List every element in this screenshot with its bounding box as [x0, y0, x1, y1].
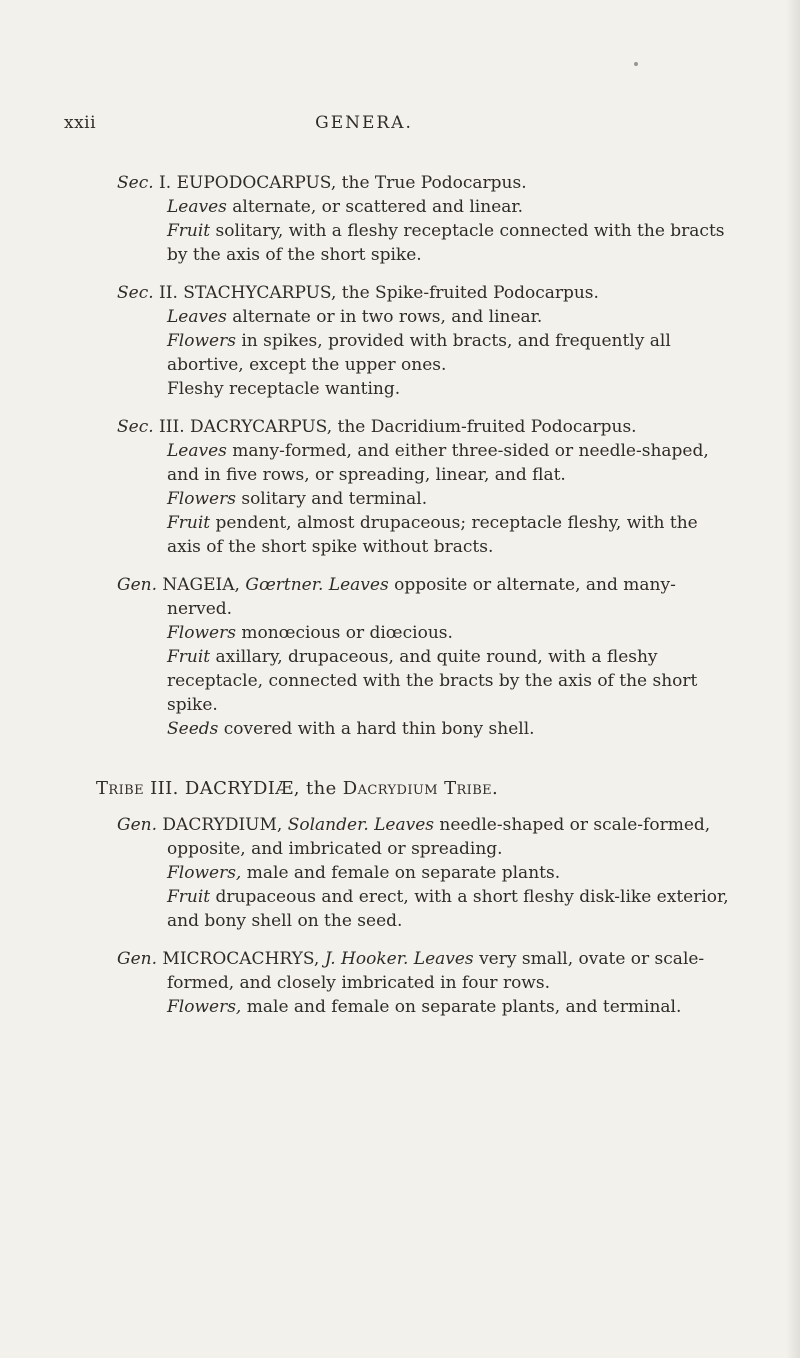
- entry-heading: [117, 415, 737, 439]
- entry-heading: [117, 281, 737, 305]
- line-text: axillary, drupaceous, and quite round, with a fleshy receptacle, connected with the bracts by the axis of the short spike.: [167, 647, 698, 715]
- text-body: [96, 171, 737, 1019]
- line-term: Leaves: [328, 575, 389, 595]
- line-text: in spikes, provided with bracts, and frequently all abortive, except the upper ones.: [167, 331, 671, 375]
- section-entry: [117, 415, 737, 559]
- entry-line: [117, 861, 737, 885]
- entry-label: Gen.: [117, 815, 157, 835]
- line-text: Fleshy receptacle wanting.: [167, 379, 401, 399]
- entry-label: Sec.: [117, 417, 154, 437]
- entry-heading: [117, 171, 737, 195]
- entry-label: Sec.: [117, 283, 154, 303]
- line-term: Fruit: [167, 221, 211, 241]
- entry-name: EUPODOCARPUS,: [176, 173, 337, 193]
- entry-heading: [117, 813, 737, 861]
- entry-line: [117, 305, 737, 329]
- entry-description: the True Podocarpus.: [341, 173, 527, 193]
- entry-line: [117, 487, 737, 511]
- line-text: male and female on separate plants, and terminal.: [246, 997, 682, 1017]
- entry-line: [117, 511, 737, 559]
- entry-line: [117, 329, 737, 377]
- entry-line: [117, 439, 737, 487]
- line-term: Fruit: [167, 887, 211, 907]
- entry-description: needle-shaped or scale-formed, opposite, and imbricated or spreading.: [167, 815, 711, 859]
- line-text: many-formed, and either three-sided or needle-shaped, and in five rows, or spreading, linear, and flat.: [167, 441, 709, 485]
- entry-name: DACRYCARPUS,: [190, 417, 333, 437]
- genus-entry: [117, 813, 737, 933]
- entry-line: [117, 377, 737, 401]
- line-term: Flowers,: [167, 997, 242, 1017]
- running-head: GENERA.: [315, 113, 413, 133]
- line-term: Fruit: [167, 647, 211, 667]
- genus-entry: [117, 573, 737, 741]
- section-entry: [117, 171, 737, 267]
- entry-name: MICROCACHRYS,: [162, 949, 320, 969]
- line-term: Leaves: [374, 815, 435, 835]
- line-term: Fruit: [167, 513, 211, 533]
- entry-number: I.: [159, 173, 172, 193]
- entry-line: [117, 885, 737, 933]
- line-term: Leaves: [167, 197, 227, 217]
- tribe-description: the: [305, 778, 337, 799]
- page-number: xxii: [64, 113, 97, 133]
- print-speck: [634, 62, 638, 66]
- entry-description: the Dacridium-fruited Podocarpus.: [337, 417, 637, 437]
- line-term: Leaves: [167, 441, 227, 461]
- line-term: Flowers: [167, 489, 236, 509]
- page-edge-shadow: [786, 0, 800, 1358]
- line-text: alternate, or scattered and linear.: [232, 197, 524, 217]
- entry-description: very small, ovate or scale-formed, and closely imbricated in four rows.: [167, 949, 705, 993]
- entry-number: II.: [159, 283, 178, 303]
- tribe-heading: [96, 777, 737, 801]
- entry-line: [117, 717, 737, 741]
- entry-authority: Solander.: [287, 815, 369, 835]
- entry-description: the Spike-fruited Podocarpus.: [341, 283, 599, 303]
- entry-line: [117, 621, 737, 645]
- entry-authority: Gœrtner.: [245, 575, 324, 595]
- entry-line: [117, 219, 737, 267]
- line-term: Flowers: [167, 623, 236, 643]
- genus-entry: [117, 947, 737, 1019]
- line-text: pendent, almost drupaceous; receptacle fleshy, with the axis of the short spike without bracts.: [167, 513, 698, 557]
- entry-label: Sec.: [117, 173, 154, 193]
- line-text: monœcious or diœcious.: [241, 623, 453, 643]
- line-term: Leaves: [413, 949, 474, 969]
- entry-description: opposite or alternate, and many-nerved.: [167, 575, 676, 619]
- line-text: drupaceous and erect, with a short fleshy disk-like exterior, and bony shell on the seed.: [167, 887, 729, 931]
- entry-line: [117, 995, 737, 1019]
- line-text: male and female on separate plants.: [246, 863, 561, 883]
- line-term: Flowers: [167, 331, 236, 351]
- tribe-name: DACRYDIÆ,: [184, 778, 300, 799]
- entry-number: III.: [159, 417, 185, 437]
- entry-label: Gen.: [117, 949, 157, 969]
- entry-name: NAGEIA,: [162, 575, 240, 595]
- line-term: Leaves: [167, 307, 227, 327]
- line-text: alternate or in two rows, and linear.: [232, 307, 543, 327]
- entry-line: [117, 645, 737, 717]
- entry-name: STACHYCARPUS,: [183, 283, 337, 303]
- line-term: Seeds: [167, 719, 219, 739]
- entry-heading: [117, 947, 737, 995]
- line-term: Flowers,: [167, 863, 242, 883]
- tribe-common-name: Dacrydium Tribe.: [342, 778, 499, 799]
- line-text: covered with a hard thin bony shell.: [223, 719, 535, 739]
- entry-authority: J. Hooker.: [324, 949, 409, 969]
- line-text: solitary, with a fleshy receptacle connected with the bracts by the axis of the short spike.: [167, 221, 725, 265]
- entry-heading: [117, 573, 737, 621]
- entry-line: [117, 195, 737, 219]
- section-entry: [117, 281, 737, 401]
- entry-label: Gen.: [117, 575, 157, 595]
- entry-name: DACRYDIUM,: [162, 815, 283, 835]
- line-text: solitary and terminal.: [241, 489, 428, 509]
- tribe-prefix: Tribe III.: [96, 778, 179, 799]
- page-header: [64, 113, 734, 143]
